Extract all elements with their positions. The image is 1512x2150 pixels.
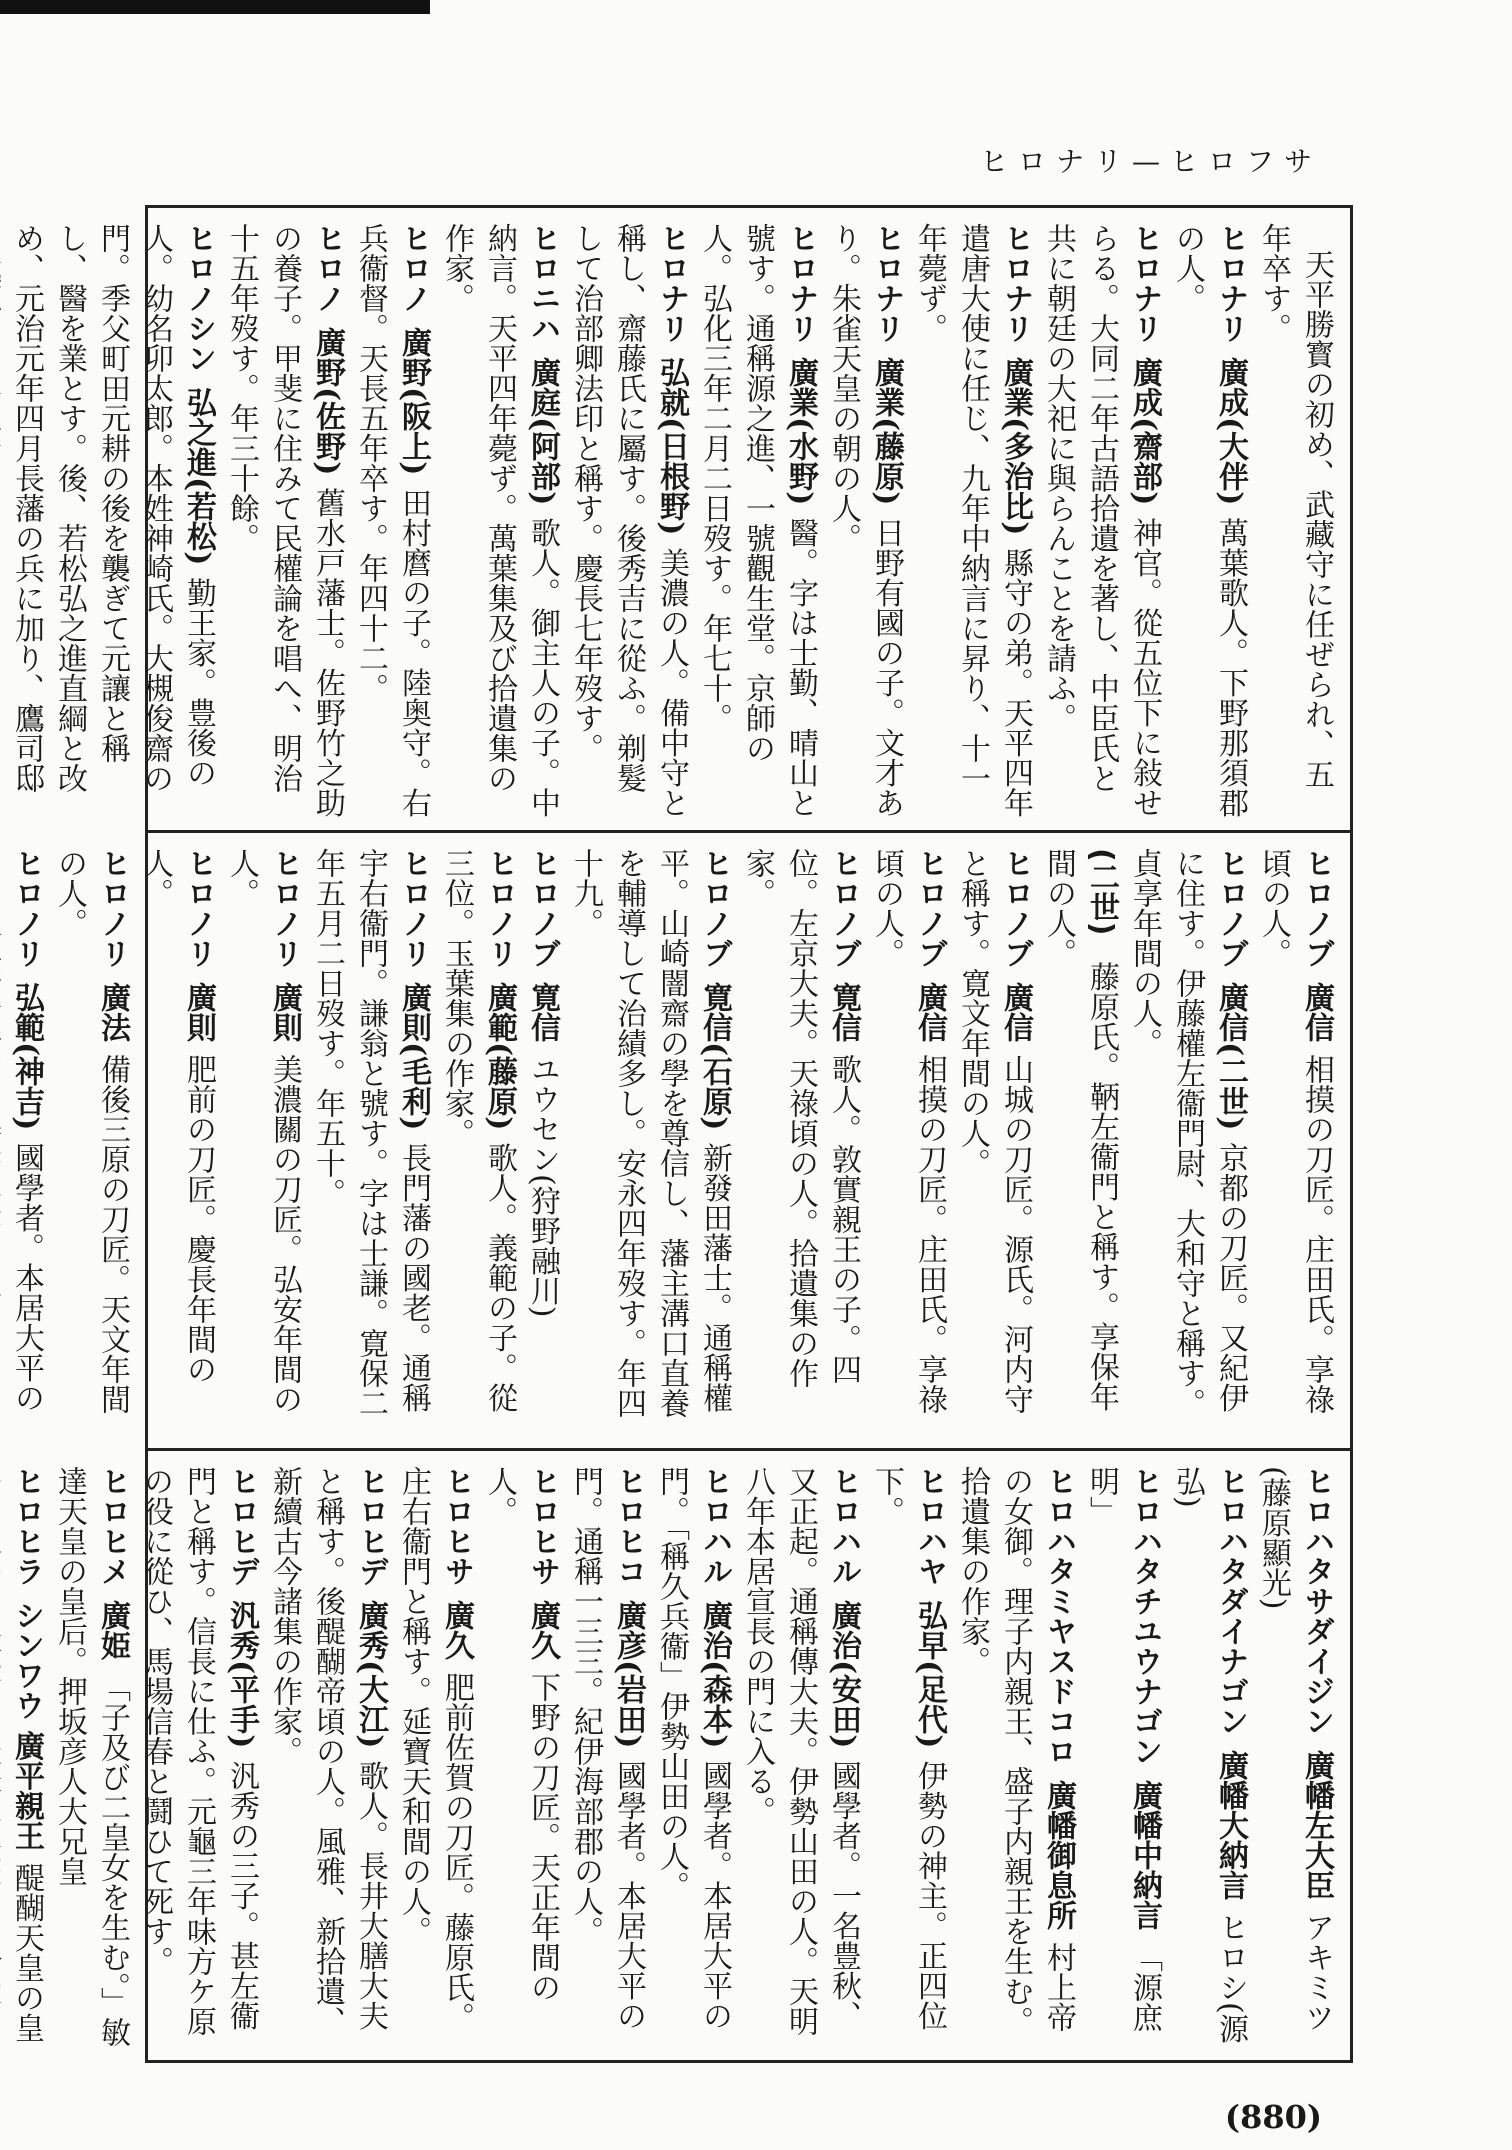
entry-reading: ヒロニハ <box>525 223 560 343</box>
entry-headword: 廣姫 <box>95 1600 130 1660</box>
dictionary-entry <box>564 1466 650 2053</box>
entry-headword: 廣則 <box>181 982 216 1042</box>
entry-headword: シンワウ 廣平親王 <box>9 1600 44 1851</box>
entry-reading: ヒロノシン <box>181 223 216 373</box>
entry-description: 伊勢の神主。正四位下。 <box>869 1466 947 2031</box>
dictionary-entry <box>435 848 521 1438</box>
entry-reading: ヒロノリ <box>9 848 44 968</box>
entry-reading: ヒロナリ <box>869 223 904 343</box>
dictionary-entry <box>650 1466 736 2053</box>
entry-description: 國學者。本居大平の <box>9 1142 44 1413</box>
entry-description: 田村麿の子。陸奥守。右兵衞督。天長五年卒す。年四十二。 <box>353 223 431 818</box>
entry-reading: ヒロヒサ <box>525 1466 560 1586</box>
entry-headword: 廣幡左大臣 <box>1299 1750 1334 1900</box>
entry-reading: ヒロナリ <box>1127 223 1162 343</box>
entry-description: 相摸の刀匠。庄田氏。享祿頃の人。 <box>1256 848 1334 1414</box>
entry-description: 「源庶明」 <box>1084 1466 1162 2032</box>
entry-reading: ヒロヒラ <box>9 1466 44 1586</box>
entry-headword: 弘就(日根野) <box>654 357 689 536</box>
entry-columns <box>9 848 1338 1438</box>
entry-description: 新發田藩士。通稱權平。山崎闇齋の學を尊信し、藩主溝口直養を輔導して治績多し。安永四年歿す。年四十九。 <box>568 848 732 1418</box>
dictionary-entry <box>908 223 1037 818</box>
entry-description: 歌人。長井大膳大夫と稱す。後醍醐帝頃の人。風雅、新拾遺、新續古今諸集の作家。 <box>267 1466 388 2036</box>
dictionary-entry <box>1252 1466 1338 2053</box>
entry-reading: ヒロヒデ <box>224 1466 259 1586</box>
entry-reading: ヒロノリ <box>482 848 517 968</box>
entry-headword: 廣信(二世) <box>1213 982 1248 1131</box>
entry-headword: 廣幡御息所 <box>1041 1780 1076 1930</box>
entry-columns <box>9 223 1338 818</box>
scan-edge-bar <box>0 0 430 14</box>
entry-description: 備後三原の刀匠。天文年間の人。 <box>52 848 130 1414</box>
entry-description: 山城の刀匠。源氏。河内守と稱す。寛文年間の人。 <box>955 848 1033 1414</box>
entry-headword: 廣秀(大江) <box>353 1600 388 1749</box>
entry-headword: 廣成(齋部) <box>1127 357 1162 506</box>
entry-headword: 廣治(森本) <box>697 1600 732 1749</box>
entry-reading: ヒロノリ <box>181 848 216 968</box>
entry-headword: 廣幡中納言 <box>1127 1780 1162 1930</box>
dictionary-entry <box>0 223 220 818</box>
running-header: ヒロナリ—ヒロフサ <box>979 145 1322 178</box>
entry-reading: ヒロノブ <box>998 848 1033 968</box>
dictionary-entry <box>1166 223 1252 818</box>
dictionary-entry <box>478 1466 564 2053</box>
entry-reading: ヒロハタダイナゴン <box>1213 1466 1248 1736</box>
entry-columns <box>9 1466 1338 2053</box>
entry-description: 勤王家。豊後の人。幼名卯太郎。本姓神崎氏。大槻俊齋の門。季父町田元耕の後を襲ぎて元讓と稱し、醫を業とす。後、若松弘之進直綱と改め、元治元年四月長藩の兵に加り、鷹司邸 <box>9 223 216 793</box>
entry-description: 藤原氏。鞆左衞門と稱す。享保年間の人。 <box>1041 848 1119 1412</box>
entry-headword: 廣久 <box>439 1600 474 1660</box>
dictionary-frame <box>9 205 1353 2063</box>
entry-reading: ヒロノ <box>310 223 345 313</box>
section-bottom <box>9 1448 1350 2063</box>
entry-reading: ヒロノブ <box>525 848 560 968</box>
entry-reading: (二世) <box>1084 848 1119 936</box>
entry-reading: ヒロナリ <box>1213 223 1248 343</box>
dictionary-entry <box>220 848 306 1438</box>
dictionary-entry <box>521 848 564 1438</box>
dictionary-entry <box>0 848 48 1438</box>
dictionary-entry <box>220 223 349 818</box>
entry-headword: 廣幡大納言 <box>1213 1750 1248 1900</box>
entry-reading: ヒロハタチユウナゴン <box>1127 1466 1162 1766</box>
entry-reading: ヒロナリ <box>654 223 689 343</box>
entry-description: 神官。從五位下に敍せらる。大同二年古語拾遺を著し、中臣氏と共に朝廷の大祀に與らんことを請ふ。 <box>1041 223 1162 818</box>
entry-headword: 廣業(水野) <box>783 357 818 506</box>
entry-reading: ヒロヒコ <box>611 1466 646 1586</box>
entry-reading: ヒロノブ <box>1299 848 1334 968</box>
dictionary-entry <box>134 848 220 1438</box>
entry-headword: 汎秀(平手) <box>224 1600 259 1749</box>
dictionary-entry <box>1123 848 1252 1438</box>
entry-reading: ヒロノブ <box>912 848 947 968</box>
entry-description: 下野の刀匠。天正年間の人。 <box>482 1466 560 2002</box>
entry-headword: 廣野(阪上) <box>396 327 431 476</box>
entry-headword: 廣庭(阿部) <box>525 357 560 506</box>
entry-headword: 廣治(安田) <box>826 1600 861 1749</box>
entry-headword: 廣信 <box>998 982 1033 1042</box>
dictionary-entry <box>1037 848 1123 1438</box>
entry-headword: 廣則(毛利) <box>396 982 431 1131</box>
dictionary-entry <box>0 1466 48 2053</box>
dictionary-entry <box>392 1466 478 2053</box>
entry-headword: 廣則 <box>267 982 302 1042</box>
entry-description: 歌人。敦實親王の子。四位。左京大夫。天祿頃の人。拾遺集の作家。 <box>740 848 861 1388</box>
dictionary-entry <box>48 848 134 1438</box>
dictionary-entry <box>48 1466 134 2053</box>
entry-reading: ヒロヒメ <box>95 1466 130 1586</box>
dictionary-entry <box>263 1466 392 2053</box>
entry-reading: ヒロハタサダイジン <box>1299 1466 1334 1736</box>
entry-headword: 弘範(神吉) <box>9 982 44 1131</box>
entry-reading: ヒロハル <box>826 1466 861 1586</box>
dictionary-entry <box>1080 1466 1166 2053</box>
entry-headword: 廣業(多治比) <box>998 357 1033 536</box>
entry-headword: 廣野(佐野) <box>310 327 345 476</box>
entry-description: 汎秀の三子。甚左衞門と稱す。信長に仕ふ。元龜三年味方ケ原の役に從ひ、馬場信春と鬪ひて死す。 <box>138 1466 259 2036</box>
dictionary-entry <box>1252 848 1338 1438</box>
entry-reading: ヒロナリ <box>783 223 818 343</box>
entry-description: 天平勝寳の初め、武藏守に任ぜられ、五年卒す。 <box>1256 223 1334 789</box>
entry-headword: 弘早(足代) <box>912 1600 947 1749</box>
dictionary-entry <box>736 1466 865 2053</box>
entry-description: 肥前の刀匠。慶長年間の人。 <box>138 848 216 1384</box>
entry-reading: ヒロノリ <box>267 848 302 968</box>
entry-description: ヒロシ(源弘) <box>1170 1466 1248 2044</box>
entry-description: 國學者。一名豊秋、又正起。通稱傳大夫。伊勢山田の人。天明八年本居宣長の門に入る。 <box>740 1466 861 2036</box>
dictionary-entry <box>349 223 435 818</box>
dictionary-entry <box>693 223 822 818</box>
dictionary-entry <box>951 848 1037 1438</box>
entry-description: 美濃の人。備中守と稱し、齋藤氏に屬す。後秀吉に從ふ。剃髮して治部卿法印と稱す。慶長七年歿す。 <box>568 223 689 818</box>
entry-description: 國學者。本居大平の門。通稱一三三。紀伊海部郡の人。 <box>568 1466 646 2031</box>
entry-headword: 廣彦(岩田) <box>611 1600 646 1749</box>
dictionary-entry <box>1037 223 1166 818</box>
entry-description: 醍醐天皇の皇 <box>9 1862 44 2043</box>
entry-reading: ヒロノブ <box>1213 848 1248 968</box>
dictionary-entry <box>1252 223 1338 818</box>
entry-description: 歌人。御主人の子。中納言。天平四年薨ず。萬葉集及び拾遺集の作家。 <box>439 223 560 818</box>
dictionary-entry <box>564 848 736 1438</box>
entry-headword: 廣信 <box>1299 982 1334 1042</box>
entry-headword: 寛信 <box>826 982 861 1042</box>
entry-description: 歌人。義範の子。從三位。玉葉集の作家。 <box>439 848 517 1413</box>
entry-reading: ヒロノリ <box>396 848 431 968</box>
entry-description: 村上帝の女御。理子内親王、盛子内親王を生む。拾遺集の作家。 <box>955 1466 1076 2036</box>
entry-reading: ヒロハヤ <box>912 1466 947 1586</box>
entry-headword: 廣信 <box>912 982 947 1042</box>
entry-headword: 弘之進(若松) <box>181 387 216 566</box>
entry-headword: 廣久 <box>525 1600 560 1660</box>
entry-reading: ヒロハタミヤスドコロ <box>1041 1466 1076 1766</box>
entry-reading: ヒロノリ <box>95 848 130 968</box>
dictionary-entry <box>435 223 564 818</box>
entry-description: 醫。字は士勤、晴山と號す。通稱源之進、一號觀生堂。京師の人。弘化三年二月二日歿す。年七十。 <box>697 223 818 818</box>
entry-headword: 廣業(藤原) <box>869 357 904 506</box>
entry-description: アキミツ(藤原顯光) <box>1256 1466 1334 2032</box>
entry-description: 萬葉歌人。下野那須郡の人。 <box>1170 223 1248 818</box>
entry-description: 縣守の弟。天平四年遣唐大使に任じ、九年中納言に昇り、十一年薨ず。 <box>912 223 1033 818</box>
entry-headword: 寛信(石原) <box>697 982 732 1131</box>
dictionary-entry <box>865 1466 951 2053</box>
section-middle <box>9 830 1350 1448</box>
entry-headword: 寛信 <box>525 982 560 1042</box>
entry-description: 京都の刀匠。又紀伊に住す。伊藤權左衞門尉、大和守と稱す。貞享年間の人。 <box>1127 848 1248 1418</box>
dictionary-entry <box>865 848 951 1438</box>
dictionary-entry <box>1166 1466 1252 2053</box>
section-top <box>9 208 1350 828</box>
dictionary-entry <box>306 848 435 1438</box>
entry-description: 長門藩の國老。通稱宇右衞門。謙翁と號す。字は士謙。寛保二年五月二日歿す。年五十。 <box>310 848 431 1418</box>
entry-reading: ヒロノブ <box>697 848 732 968</box>
dictionary-entry <box>134 1466 263 2053</box>
entry-description: 日野有國の子。文才あり。朱雀天皇の朝の人。 <box>826 223 904 818</box>
dictionary-entry <box>951 1466 1080 2053</box>
entry-description: 美濃關の刀匠。弘安年間の人。 <box>224 848 302 1414</box>
entry-headword: 廣法 <box>95 982 130 1042</box>
entry-description: 「子及び二皇女を生む。」敏達天皇の皇后。押坂彦人大兄皇 <box>52 1466 130 2047</box>
entry-description: 肥前佐賀の刀匠。藤原氏。庄右衞門と稱す。延寶天和間の人。 <box>396 1466 474 2032</box>
dictionary-entry <box>564 223 693 818</box>
entry-headword: 廣範(藤原) <box>482 982 517 1131</box>
entry-description: 相摸の刀匠。庄田氏。享祿頃の人。 <box>869 848 947 1414</box>
entry-reading: ヒロノ <box>396 223 431 313</box>
entry-reading: ヒロヒデ <box>353 1466 388 1586</box>
dictionary-entry <box>822 223 908 818</box>
entry-reading: ヒロノブ <box>826 848 861 968</box>
entry-headword: 廣成(大伴) <box>1213 357 1248 506</box>
entry-description: 國學者。本居大平の門。「稱久兵衞」伊勢山田の人。 <box>654 1466 732 2031</box>
entry-reading: ヒロハル <box>697 1466 732 1586</box>
entry-reading: ヒロヒサ <box>439 1466 474 1586</box>
dictionary-entry <box>736 848 865 1438</box>
entry-description: ユウセン(狩野融川) <box>525 1054 560 1318</box>
entry-description: 舊水戸藩士。佐野竹之助の養子。甲斐に住みて民權論を唱へ、明治十五年歿す。年三十餘。 <box>224 223 345 818</box>
page-number: (880) <box>1224 2098 1322 2136</box>
entry-reading: ヒロナリ <box>998 223 1033 343</box>
